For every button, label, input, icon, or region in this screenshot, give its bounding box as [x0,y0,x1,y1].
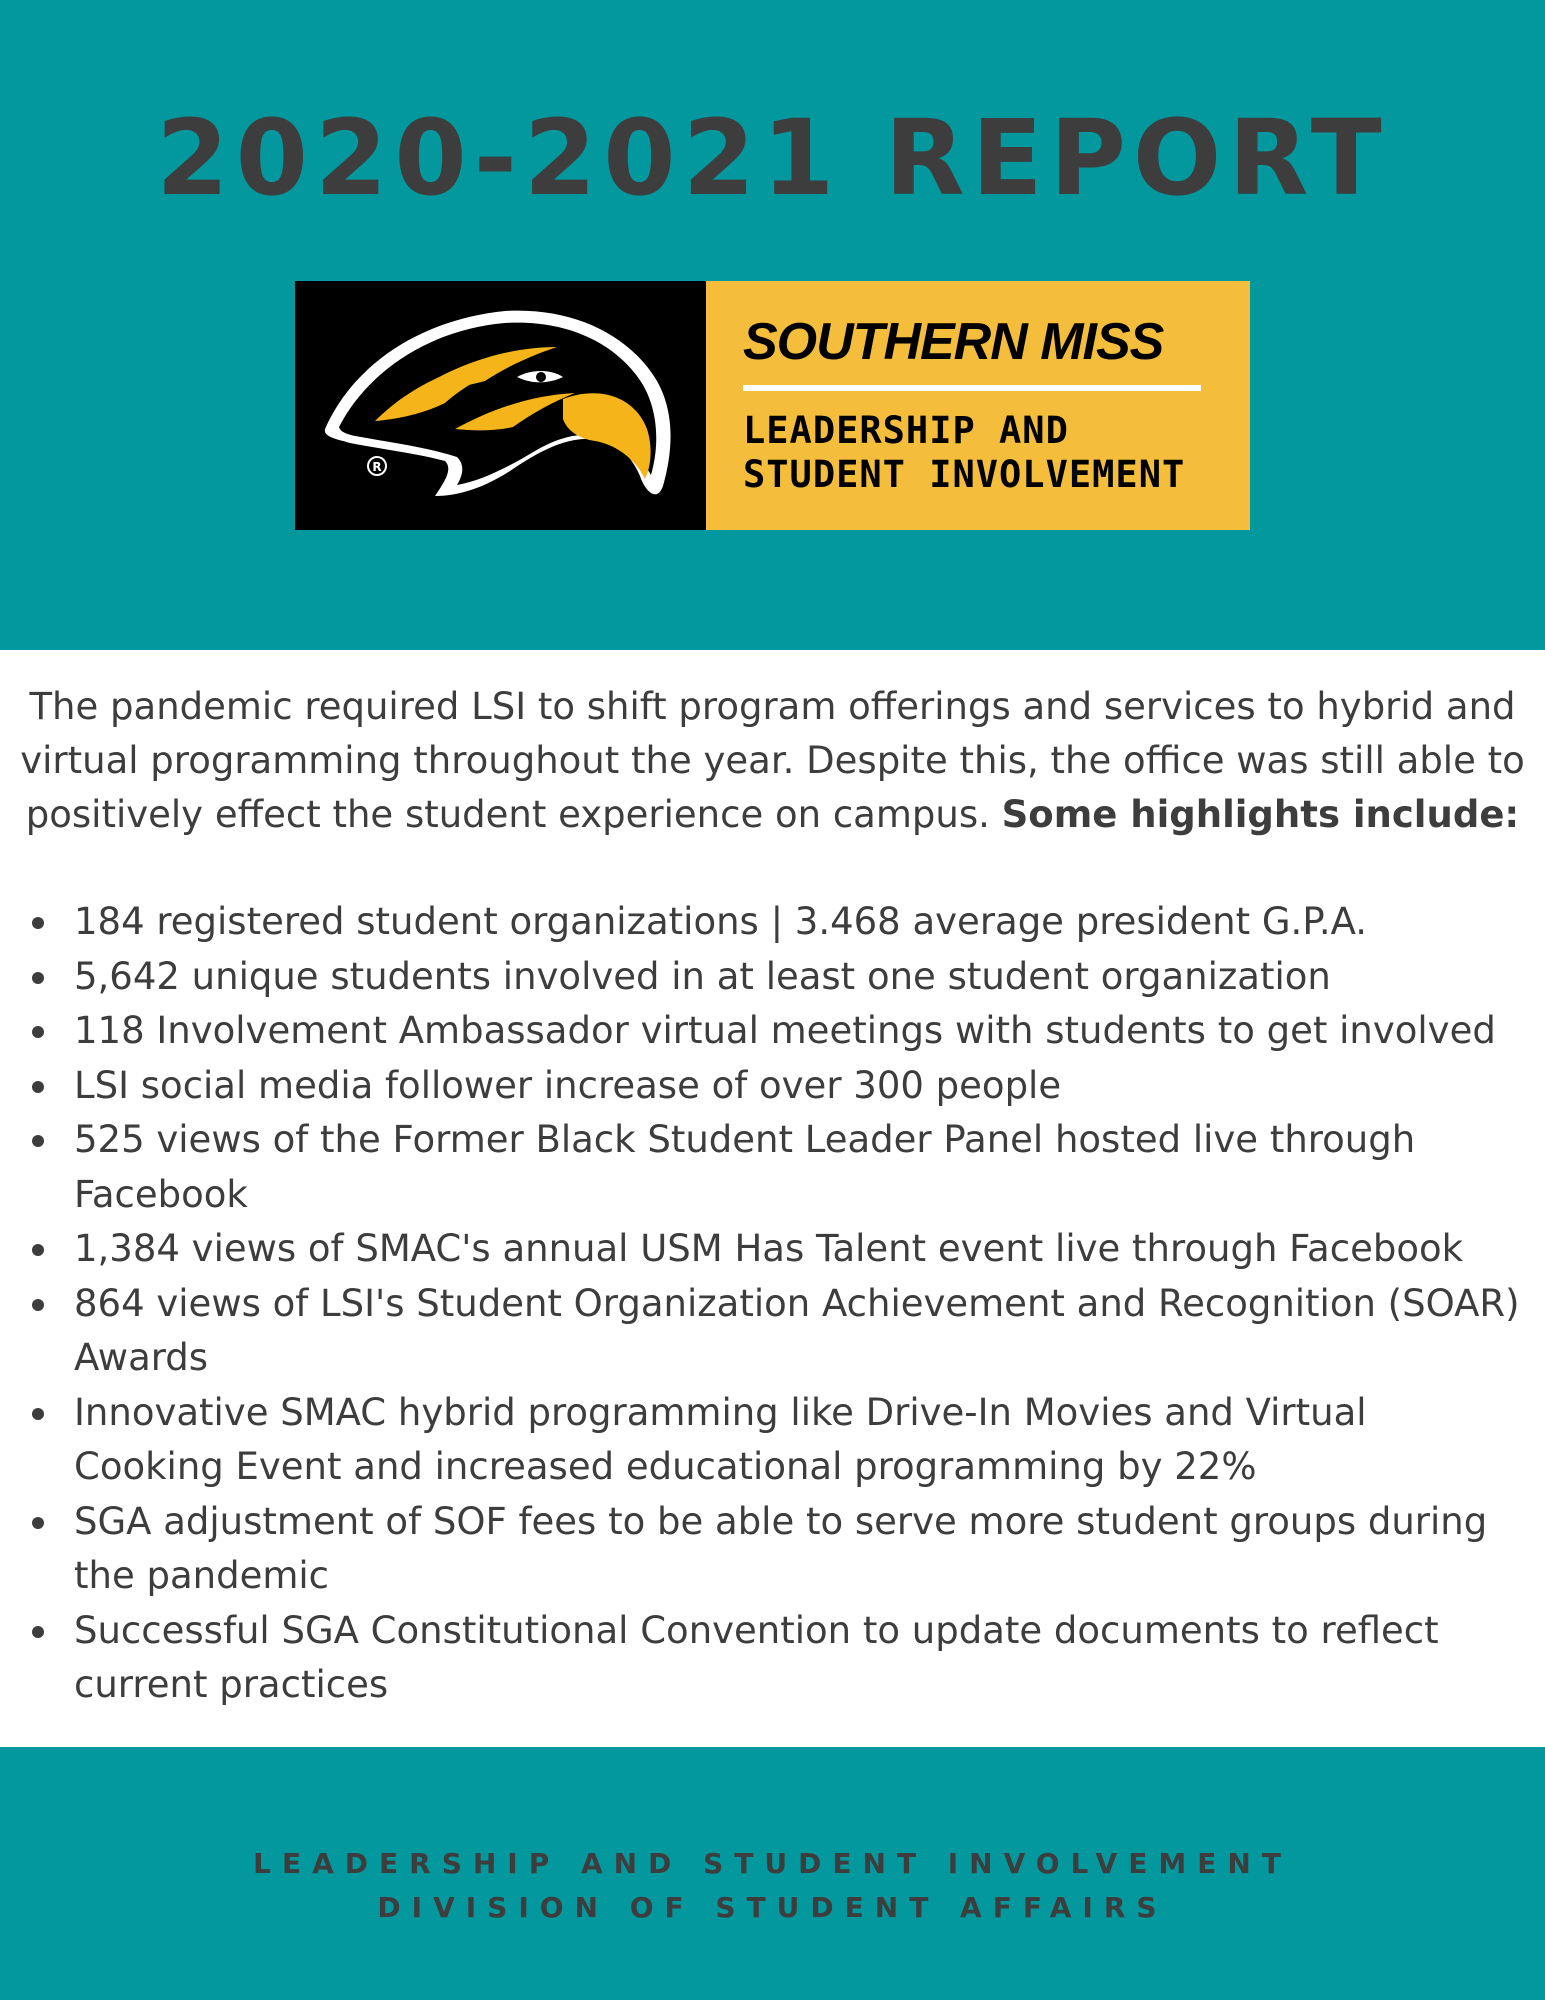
golden-eagle-icon [295,281,706,530]
brand-divider [743,385,1201,391]
southern-miss-lsi-logo [295,281,1250,530]
intro-paragraph [20,680,1525,842]
header-banner [0,0,1545,650]
footer-department: LEADERSHIP AND STUDENT INVOLVEMENT [253,1847,1292,1880]
list-item: Successful SGA Constitutional Convention to update documents to reflect current practices [28,1604,1528,1713]
intro-emphasis: Some highlights include: [1001,793,1520,836]
registered-mark: R [372,460,382,474]
report-body [0,650,1545,1747]
logo-gold-panel [706,281,1250,530]
list-item: SGA adjustment of SOF fees to be able to serve more student groups during the pandemic [28,1495,1528,1604]
footer-division: DIVISION OF STUDENT AFFAIRS [377,1891,1168,1924]
footer-banner [0,1747,1545,2000]
list-item: 184 registered student organizations | 3.468 average president G.P.A. [28,895,1528,950]
list-item: 864 views of LSI's Student Organization Achievement and Recognition (SOAR) Awards [28,1277,1528,1386]
intro-text: The pandemic required LSI to shift program offerings and services to hybrid and virtual programming throughout the year. Despite this, the office was still able to positively effect the student experience on campus. [20,685,1525,836]
highlights-list [28,895,1528,1713]
list-item: 1,384 views of SMAC's annual USM Has Talent event live through Facebook [28,1222,1528,1277]
list-item: 525 views of the Former Black Student Leader Panel hosted live through Facebook [28,1113,1528,1222]
list-item: LSI social media follower increase of over 300 people [28,1059,1528,1114]
list-item: Innovative SMAC hybrid programming like Drive-In Movies and Virtual Cooking Event and increased educational programming by 22% [28,1386,1528,1495]
department-name: LEADERSHIP AND STUDENT INVOLVEMENT [743,409,1186,496]
list-item: 118 Involvement Ambassador virtual meetings with students to get involved [28,1004,1528,1059]
list-item: 5,642 unique students involved in at least one student organization [28,950,1528,1005]
logo-black-panel [295,281,706,530]
report-title: 2020-2021 REPORT [156,97,1389,219]
brand-name: SOUTHERN MISS [743,313,1164,371]
